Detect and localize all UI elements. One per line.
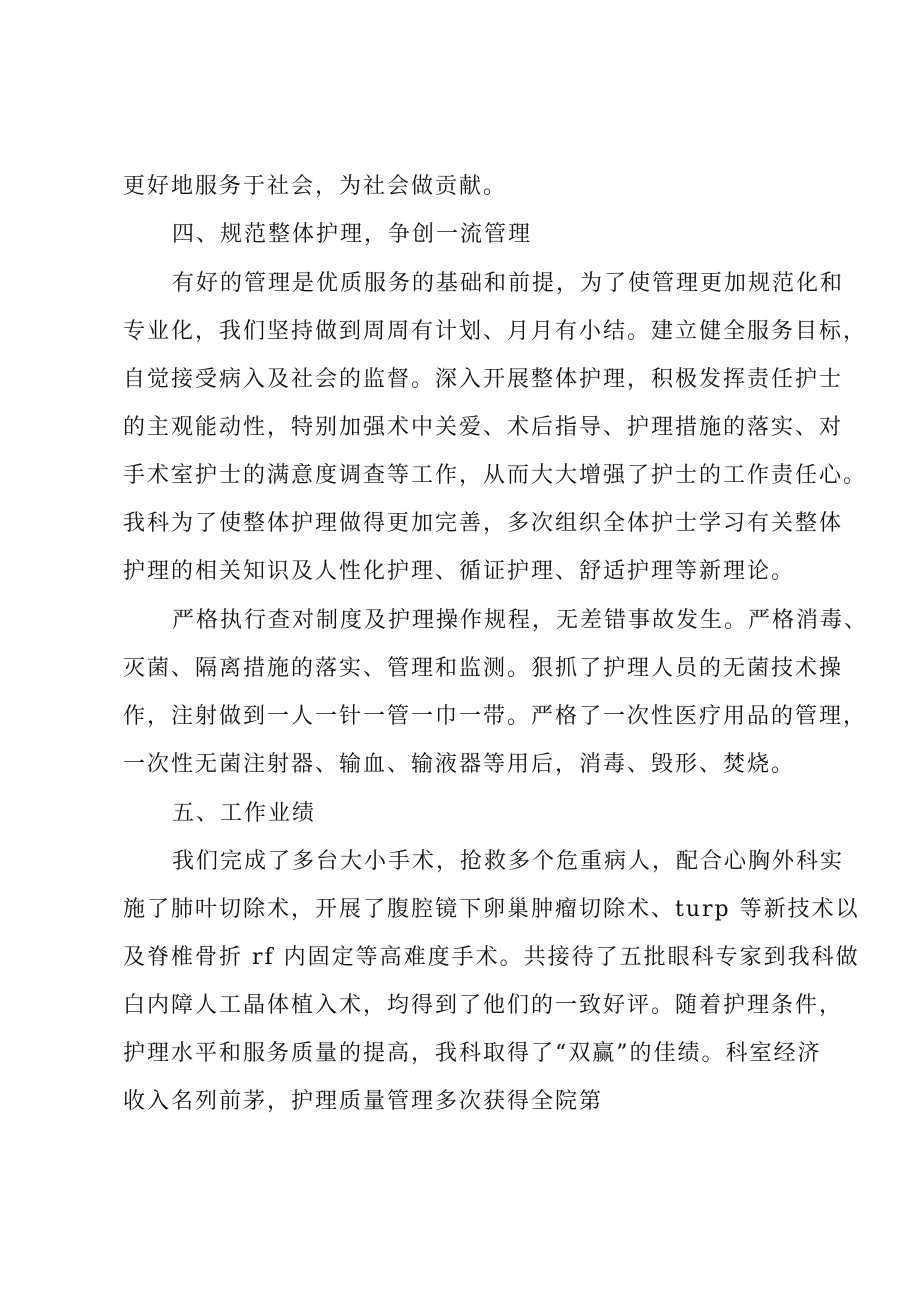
section-heading-4: 四、规范整体护理，争创一流管理 xyxy=(172,222,533,247)
paragraph-line: 一次性无菌注射器、输血、输液器等用后，消毒、毁形、焚烧。 xyxy=(123,752,796,777)
paragraph-line: 施了肺叶切除术，开展了腹腔镜下卵巢肿瘤切除术、turp 等新技术以 xyxy=(123,897,860,922)
paragraph-line: 及脊椎骨折 rf 内固定等高难度手术。共接待了五批眼科专家到我科做 xyxy=(123,945,860,970)
paragraph-line: 护理水平和服务质量的提高，我科取得了“双赢”的佳绩。科室经济 xyxy=(123,1041,822,1066)
paragraph-line: 自觉接受病入及社会的监督。深入开展整体护理，积极发挥责任护士 xyxy=(123,367,844,392)
section-heading-5: 五、工作业绩 xyxy=(172,801,317,826)
paragraph-line: 白内障人工晶体植入术，均得到了他们的一致好评。随着护理条件， xyxy=(123,993,844,1018)
paragraph-line: 作，注射做到一人一针一管一巾一带。严格了一次性医疗用品的管理， xyxy=(123,704,868,729)
paragraph-line: 严格执行查对制度及护理操作规程，无差错事故发生。严格消毒、 xyxy=(172,608,869,633)
paragraph-line: 收入名列前茅，护理质量管理多次获得全院第 xyxy=(123,1089,604,1114)
paragraph-line: 有好的管理是优质服务的基础和前提，为了使管理更加规范化和 xyxy=(172,271,845,296)
paragraph-line: 我科为了使整体护理做得更加完善，多次组织全体护士学习有关整体 xyxy=(123,511,844,536)
paragraph-line: 手术室护士的满意度调查等工作，从而大大增强了护士的工作责任心。 xyxy=(123,463,868,488)
paragraph-line: 的主观能动性，特别加强术中关爱、术后指导、护理措施的落实、对 xyxy=(123,415,844,440)
paragraph-line: 护理的相关知识及人性化护理、循证护理、舒适护理等新理论。 xyxy=(123,559,796,584)
paragraph-line: 灭菌、隔离措施的落实、管理和监测。狠抓了护理人员的无菌技术操 xyxy=(123,656,844,681)
paragraph-line: 我们完成了多台大小手术，抢救多个危重病人，配合心胸外科实 xyxy=(172,849,845,874)
paragraph-line: 专业化，我们坚持做到周周有计划、月月有小结。建立健全服务目标， xyxy=(123,319,868,344)
paragraph-line: 更好地服务于社会，为社会做贡献。 xyxy=(123,174,508,199)
